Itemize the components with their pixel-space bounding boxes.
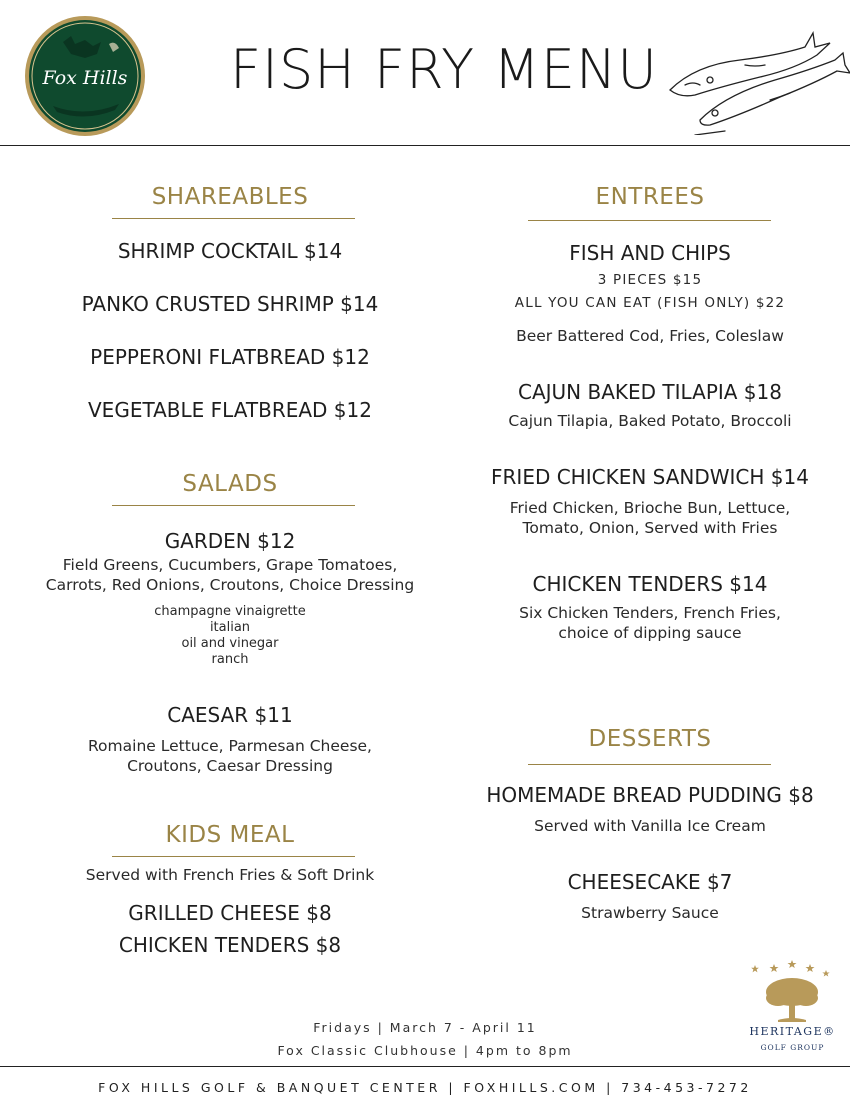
item-description: Fried Chicken, Brioche Bun, Lettuce,	[509, 499, 791, 517]
menu-item: CHICKEN TENDERS $8	[118, 933, 342, 957]
menu-item-bread-pudding: HOMEMADE BREAD PUDDING $8	[486, 783, 814, 807]
left-column	[0, 0, 460, 1000]
dressing-option: ranch	[211, 652, 249, 667]
salads-rule	[112, 505, 355, 506]
event-location: Fox Classic Clubhouse | 4pm to 8pm	[277, 1043, 573, 1058]
desserts-heading: DESSERTS	[588, 726, 712, 752]
heritage-subtitle: GOLF GROUP	[760, 1043, 825, 1052]
item-option: 3 PIECES $15	[597, 272, 703, 288]
menu-item-tilapia: CAJUN BAKED TILAPIA $18	[518, 380, 782, 404]
menu-item: VEGETABLE FLATBREAD $12	[88, 398, 372, 422]
entrees-heading: ENTREES	[595, 184, 705, 210]
menu-item-chicken-tenders: CHICKEN TENDERS $14	[532, 572, 768, 596]
desserts-rule	[528, 764, 771, 765]
shareables-rule	[112, 218, 355, 219]
item-description: Romaine Lettuce, Parmesan Cheese,	[87, 737, 372, 755]
shareables-heading: SHAREABLES	[151, 184, 309, 210]
dressing-option: champagne vinaigrette	[154, 604, 306, 619]
menu-item: PEPPERONI FLATBREAD $12	[90, 345, 370, 369]
page-title: FISH FRY MENU	[230, 38, 658, 101]
menu-item: PANKO CRUSTED SHRIMP $14	[81, 292, 379, 316]
item-description: choice of dipping sauce	[558, 624, 742, 642]
item-description: Served with Vanilla Ice Cream	[534, 817, 766, 835]
menu-item-garden: GARDEN $12	[164, 529, 296, 553]
event-dates: Fridays | March 7 - April 11	[313, 1020, 537, 1035]
menu-item-cheesecake: CHEESECAKE $7	[567, 870, 733, 894]
item-description: Tomato, Onion, Served with Fries	[522, 519, 778, 537]
dressing-option: oil and vinegar	[181, 636, 279, 651]
logo-text: Fox Hills	[42, 67, 128, 89]
item-description: Beer Battered Cod, Fries, Coleslaw	[516, 327, 784, 345]
item-description: Six Chicken Tenders, French Fries,	[519, 604, 781, 622]
kids-meal-heading: KIDS MEAL	[165, 822, 295, 848]
entrees-rule	[528, 220, 771, 221]
right-column	[440, 0, 850, 1000]
footer-divider	[0, 1066, 850, 1067]
kids-meal-rule	[112, 856, 355, 857]
contact-info: FOX HILLS GOLF & BANQUET CENTER | FOXHILLS.COM | 734-453-7272	[98, 1080, 752, 1095]
salads-heading: SALADS	[182, 471, 278, 497]
menu-item: GRILLED CHEESE $8	[128, 901, 332, 925]
menu-item-caesar: CAESAR $11	[167, 703, 293, 727]
menu-item-chicken-sandwich: FRIED CHICKEN SANDWICH $14	[491, 465, 809, 489]
item-description: Croutons, Caesar Dressing	[127, 757, 333, 775]
item-description: Strawberry Sauce	[581, 904, 719, 922]
item-option: ALL YOU CAN EAT (FISH ONLY) $22	[514, 295, 786, 311]
item-description: Cajun Tilapia, Baked Potato, Broccoli	[508, 412, 792, 430]
menu-item-fish-and-chips: FISH AND CHIPS	[569, 241, 731, 265]
heritage-name: HERITAGE®	[749, 1025, 836, 1038]
kids-meal-note: Served with French Fries & Soft Drink	[85, 866, 375, 884]
dressing-option: italian	[209, 620, 251, 635]
menu-item: SHRIMP COCKTAIL $14	[117, 239, 343, 263]
item-description: Field Greens, Cucumbers, Grape Tomatoes,	[62, 556, 398, 574]
item-description: Carrots, Red Onions, Croutons, Choice Dressing	[45, 576, 415, 594]
heritage-golf-group-logo	[748, 958, 836, 1054]
